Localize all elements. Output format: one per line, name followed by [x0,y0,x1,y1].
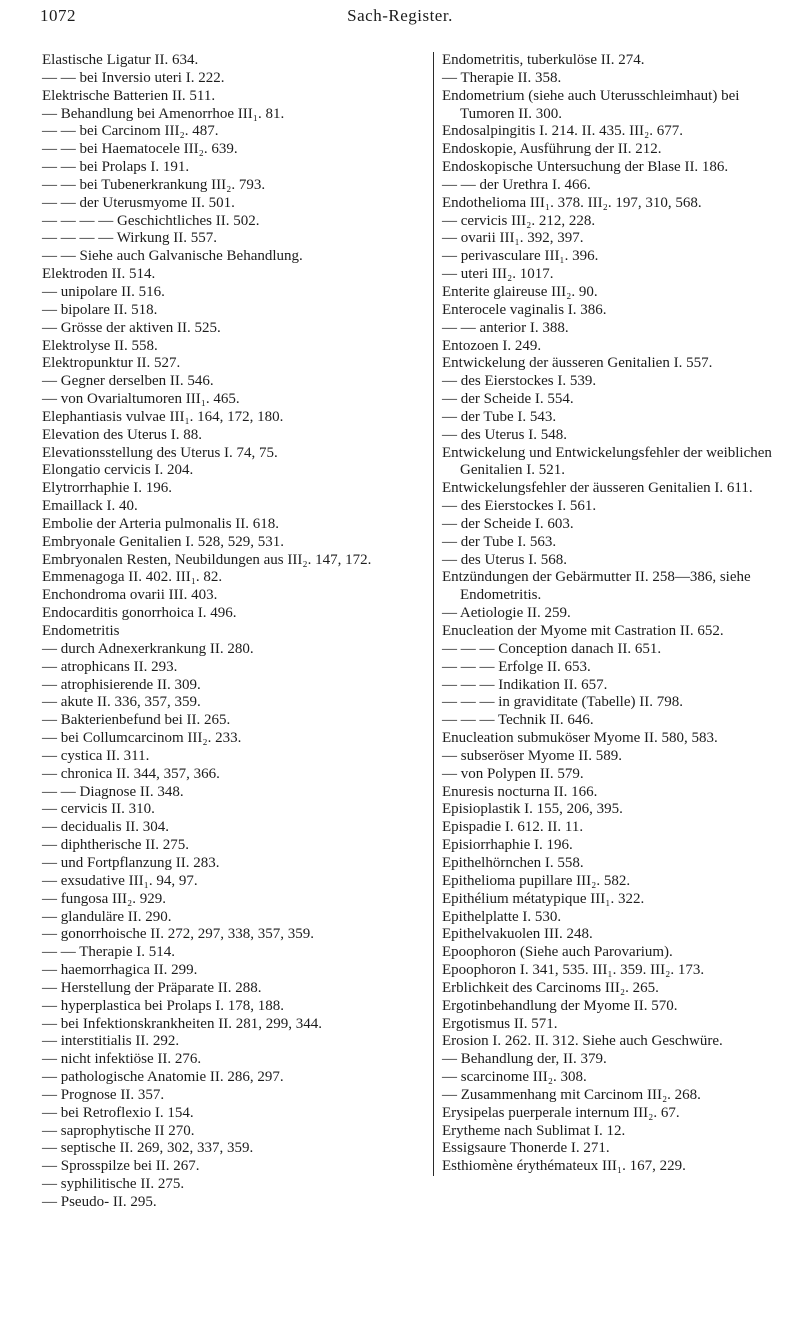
index-entry: Embryonale Genitalien I. 528, 529, 531. [42,533,285,550]
index-entry: — Herstellung der Präparate II. 288. [42,979,262,996]
index-entry: Essigsaure Thonerde I. 271. [442,1140,610,1157]
index-entry: — diphtherische II. 275. [42,837,190,854]
index-entry: Endometrium (siehe auch Uterusschleimhaut) bei Tumoren II. 300. [442,87,740,122]
index-entry: — scarcinome III₂. 308. [442,1069,587,1086]
index-entry: — und Fortpflanzung II. 283. [42,854,220,871]
index-entry: Elektroden II. 514. [42,266,156,283]
index-entry: — der Scheide I. 554. [442,391,574,408]
index-entry: — — — in graviditate (Tabelle) II. 798. [442,694,683,711]
index-entry: — — Siehe auch Galvanische Behandlung. [42,248,303,265]
index-entry: — — — Conception danach II. 651. [442,640,662,657]
index-entry: — septische II. 269, 302, 337, 359. [42,1140,254,1157]
page-number: 1072 [40,6,76,25]
index-entry: — von Ovarialtumoren III₁. 465. [42,391,240,408]
index-entry: Epithelhörnchen I. 558. [442,854,584,871]
index-entry: Embryonalen Resten, Neubildungen aus III₂. 147, 172. [42,551,372,568]
index-entry: — fungosa III₂. 929. [42,890,166,907]
index-entry: Episioplastik I. 155, 206, 395. [442,801,623,818]
index-entry: — von Polypen II. 579. [442,765,584,782]
index-entry: — Gegner derselben II. 546. [42,373,214,390]
index-entry: Endometritis, tuberkulöse II. 274. [442,52,645,68]
index-entry: — Sprosspilze bei II. 267. [42,1158,200,1175]
index-entry: — atrophicans II. 293. [42,658,178,675]
index-entry: Erosion I. 262. II. 312. Siehe auch Geschwüre. [442,1033,723,1050]
index-entry: Enuresis nocturna II. 166. [442,783,598,800]
index-entry: — — anterior I. 388. [442,319,569,336]
index-entry: Endometritis [42,623,120,639]
index-entry: Enterocele vaginalis I. 386. [442,301,607,318]
index-entry: — Zusammenhang mit Carcinom III₂. 268. [442,1086,701,1103]
index-entry: — Bakterienbefund bei II. 265. [42,712,231,729]
index-entry: — subseröser Myome II. 589. [442,747,622,764]
page-header [0,6,800,32]
index-entry: Esthiomène érythémateux III₁. 167, 229. [442,1158,686,1175]
index-entry: — bipolare II. 518. [42,301,158,318]
index-entry: Entwickelungsfehler der äusseren Genitalien I. 611. [442,480,753,497]
index-entry: Entzündungen der Gebärmutter II. 258—386, siehe Endometritis. [442,569,751,604]
index-entry: Epithelplatte I. 530. [442,908,562,925]
index-entry: Erysipelas puerperale internum III₂. 67. [442,1104,680,1121]
index-entry: — Therapie II. 358. [442,69,562,86]
index-entry: — — bei Haematocele III₂. 639. [42,141,238,158]
index-entry: Elektrische Batterien II. 511. [42,87,216,104]
index-entry: Emmenagoga II. 402. III₁. 82. [42,569,223,586]
index-column-left [42,52,418,1212]
index-entry: — — bei Carcinom III₂. 487. [42,123,219,140]
index-entry: Enchondroma ovarii III. 403. [42,587,218,604]
index-entry: Elevation des Uterus I. 88. [42,426,202,443]
index-entry: Erblichkeit des Carcinoms III₂. 265. [442,979,659,996]
index-entry: — des Eierstockes I. 561. [442,498,597,515]
index-entry: — — bei Prolaps I. 191. [42,159,190,176]
index-entry: — cystica II. 311. [42,747,150,764]
index-entry: — perivasculare III₁. 396. [442,248,599,265]
index-entry: Emaillack I. 40. [42,498,138,515]
index-entry: — — bei Inversio uteri I. 222. [42,69,225,86]
index-entry: — saprophytische II 270. [42,1122,195,1139]
index-entry: Entozoen I. 249. [442,337,542,354]
index-entry: Epithélium métatypique III₁. 322. [442,890,645,907]
index-entry: Epoophoron I. 341, 535. III₁. 359. III₂. 173. [442,962,705,979]
index-entry: — Grösse der aktiven II. 525. [42,319,221,336]
index-entry: — glanduläre II. 290. [42,908,172,925]
index-entry: Embolie der Arteria pulmonalis II. 618. [42,515,280,532]
index-entry: — chronica II. 344, 357, 366. [42,765,220,782]
index-entry: — Aetiologie II. 259. [442,605,571,622]
index-entry: — des Eierstockes I. 539. [442,373,597,390]
index-entry: — der Tube I. 563. [442,533,557,550]
index-entry: Endosalpingitis I. 214. II. 435. III₂. 677. [442,123,684,140]
index-entry: Epithelioma pupillare III₂. 582. [442,872,631,889]
index-entry: — uteri III₂. 1017. [442,266,554,283]
index-entry: Ergotismus II. 571. [442,1015,558,1032]
index-entry: — syphilitische II. 275. [42,1176,185,1193]
index-entry: Elastische Ligatur II. 634. [42,52,199,68]
index-entry: — — bei Tubenerkrankung III₂. 793. [42,176,266,193]
index-entry: Enucleation der Myome mit Castration II. 652. [442,623,724,639]
index-entry: — ovarii III₁. 392, 397. [442,230,584,247]
index-entry: — — — Indikation II. 657. [442,676,608,693]
index-entry: — — der Urethra I. 466. [442,176,591,193]
index-entry: Episiorrhaphie I. 196. [442,837,573,854]
index-entry: Endoskopie, Ausführung der II. 212. [442,141,662,158]
index-entry: Elektrolyse II. 558. [42,337,158,354]
index-column-right [433,52,788,1176]
index-entry: — Prognose II. 357. [42,1086,165,1103]
index-entry: Enucleation submuköser Myome II. 580, 583. [442,730,718,747]
index-entry: — durch Adnexerkrankung II. 280. [42,640,254,657]
index-entry: Elongatio cervicis I. 204. [42,462,194,479]
index-entry: — — — — Geschichtliches II. 502. [42,212,260,229]
index-entry: Elephantiasis vulvae III₁. 164, 172, 180. [42,408,284,425]
index-entry: — — Therapie I. 514. [42,944,176,961]
index-entry: — akute II. 336, 357, 359. [42,694,201,711]
index-entry: — — — Technik II. 646. [442,712,594,729]
index-entry: — — der Uterusmyome II. 501. [42,194,235,211]
index-entry: Endothelioma III₁. 378. III₂. 197, 310, 568. [442,194,702,211]
index-entry: — Behandlung bei Amenorrhoe III₁. 81. [42,105,285,122]
index-entry: — unipolare II. 516. [42,283,165,300]
index-entry: — haemorrhagica II. 299. [42,962,198,979]
index-entry: Entwickelung und Entwickelungsfehler der weiblichen Genitalien I. 521. [442,444,772,479]
index-entry: — — Diagnose II. 348. [42,783,184,800]
index-entry: Elektropunktur II. 527. [42,355,181,372]
index-entry: — decidualis II. 304. [42,819,170,836]
index-entry: — interstitialis II. 292. [42,1033,180,1050]
index-entry: — der Scheide I. 603. [442,515,574,532]
index-entry: — der Tube I. 543. [442,408,557,425]
index-entry: — cervicis II. 310. [42,801,155,818]
index-entry: Endocarditis gonorrhoica I. 496. [42,605,237,622]
index-entry: Elevationsstellung des Uterus I. 74, 75. [42,444,278,461]
index-entry: Epoophoron (Siehe auch Parovarium). [442,944,673,961]
index-entry: — atrophisierende II. 309. [42,676,201,693]
index-entry: — exsudative III₁. 94, 97. [42,872,198,889]
index-entry: — — — — Wirkung II. 557. [42,230,217,247]
index-entry: — des Uterus I. 548. [442,426,567,443]
index-entry: — bei Retroflexio I. 154. [42,1104,194,1121]
index-entry: — cervicis III₂. 212, 228. [442,212,596,229]
index-entry: — pathologische Anatomie II. 286, 297. [42,1069,284,1086]
index-entry: — bei Collumcarcinom III₂. 233. [42,730,242,747]
index-entry: — — — Erfolge II. 653. [442,658,591,675]
index-entry: — hyperplastica bei Prolaps I. 178, 188. [42,997,285,1014]
index-entry: — gonorrhoische II. 272, 297, 338, 357, 359. [42,926,315,943]
index-entry: Epispadie I. 612. II. 11. [442,819,584,836]
index-entry: Entwickelung der äusseren Genitalien I. 557. [442,355,713,372]
index-entry: — bei Infektionskrankheiten II. 281, 299, 344. [42,1015,322,1032]
index-entry: — Behandlung der, II. 379. [442,1051,607,1068]
index-entry: Elytrorrhaphie I. 196. [42,480,172,497]
index-entry: — Pseudo- II. 295. [42,1194,157,1210]
index-entry: Endoskopische Untersuchung der Blase II. 186. [442,159,729,176]
index-entry: Enterite glaireuse III₂. 90. [442,283,598,300]
index-entry: — nicht infektiöse II. 276. [42,1051,202,1068]
index-entry: — des Uterus I. 568. [442,551,567,568]
index-entry: Erytheme nach Sublimat I. 12. [442,1122,626,1139]
index-entry: Ergotinbehandlung der Myome II. 570. [442,997,678,1014]
index-entry: Epithelvakuolen III. 248. [442,926,593,943]
page-title: Sach-Register. [347,6,453,25]
